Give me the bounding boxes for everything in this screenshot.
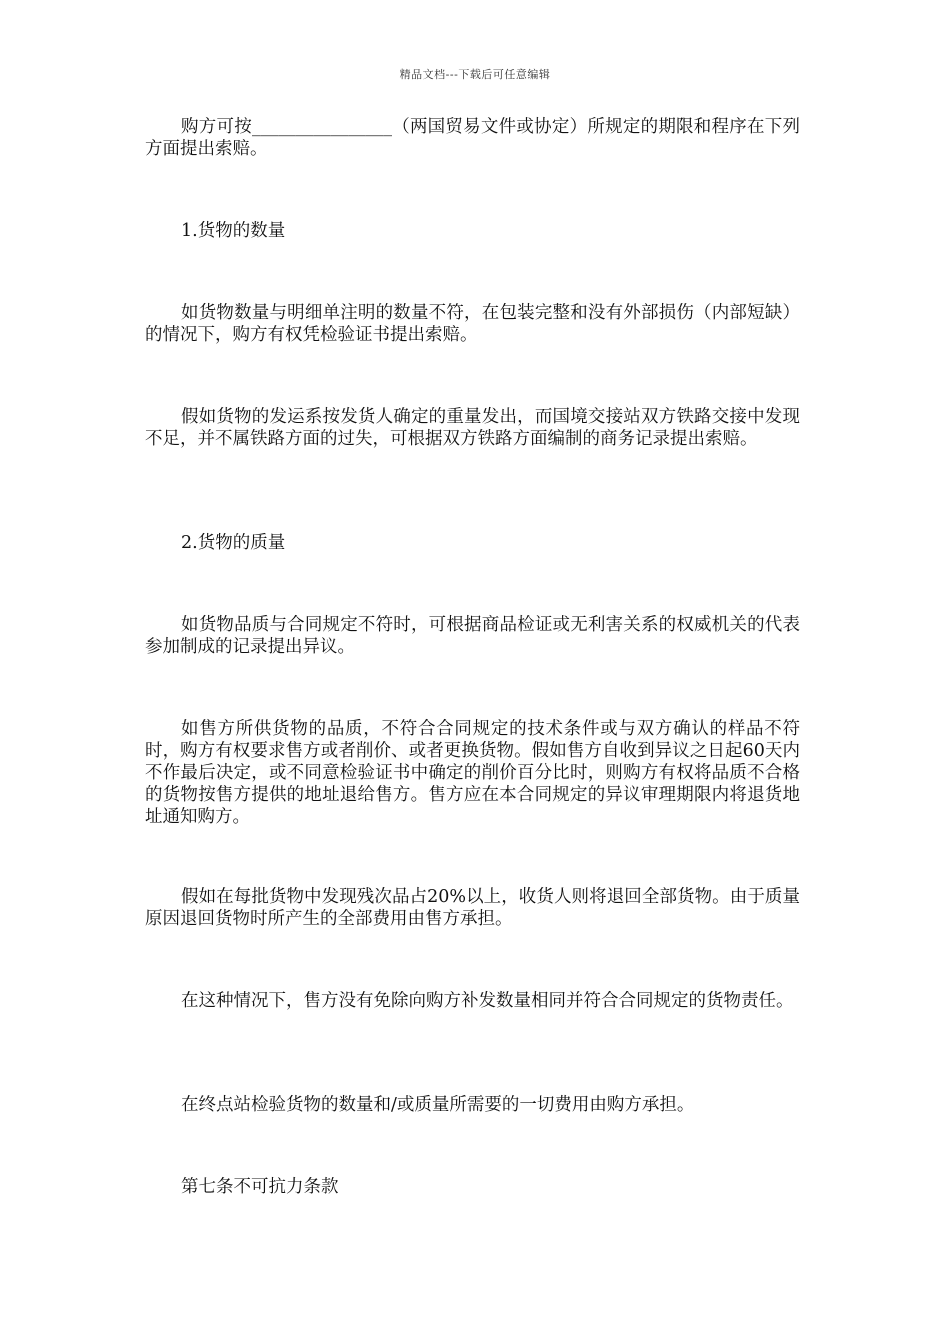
heading-force-majeure: 第七条不可抗力条款 [181,1177,339,1197]
page-header: 精品文档---下载后可任意编辑 [399,68,551,81]
paragraph-inspection-cost: 在终点站检验货物的数量和/或质量所需要的一切费用由购方承担。 [181,1095,695,1115]
paragraph-weight-shortage: 假如货物的发运系按发货人确定的重量发出，而国境交接站双方铁路交接中发现不足，并不属铁路方面的过失，可根据双方铁路方面编制的商务记录提出索赔。 [145,407,800,449]
paragraph-claim-intro: 购方可按________________（两国贸易文件或协定）所规定的期限和程序在下列方面提出索赔。 [145,117,800,159]
paragraph-quantity-mismatch: 如货物数量与明细单注明的数量不符，在包装完整和没有外部损伤（内部短缺）的情况下，购方有权凭检验证书提出索赔。 [145,303,800,345]
paragraph-seller-obligation: 在这种情况下，售方没有免除向购方补发数量相同并符合合同规定的货物责任。 [181,991,794,1011]
paragraph-quality-remedy: 如售方所供货物的品质，不符合合同规定的技术条件或与双方确认的样品不符时，购方有权要求售方或者削价、或者更换货物。假如售方自收到异议之日起60天内不作最后决定，或不同意检验证书中确定的削价百分比时，则购方有权将品质不合格的货物按售方提供的地址退给售方。售方应在本合同规定的异议审理期限内将退货地址通知购方。 [145,719,800,827]
paragraph-quality-mismatch: 如货物品质与合同规定不符时，可根据商品检证或无利害关系的权威机关的代表参加制成的记录提出异议。 [145,615,800,657]
paragraph-defect-return: 假如在每批货物中发现残次品占20%以上，收货人则将退回全部货物。由于质量原因退回货物时所产生的全部费用由售方承担。 [145,887,800,929]
heading-quality: 2.货物的质量 [181,533,286,553]
heading-quantity: 1.货物的数量 [181,221,286,241]
